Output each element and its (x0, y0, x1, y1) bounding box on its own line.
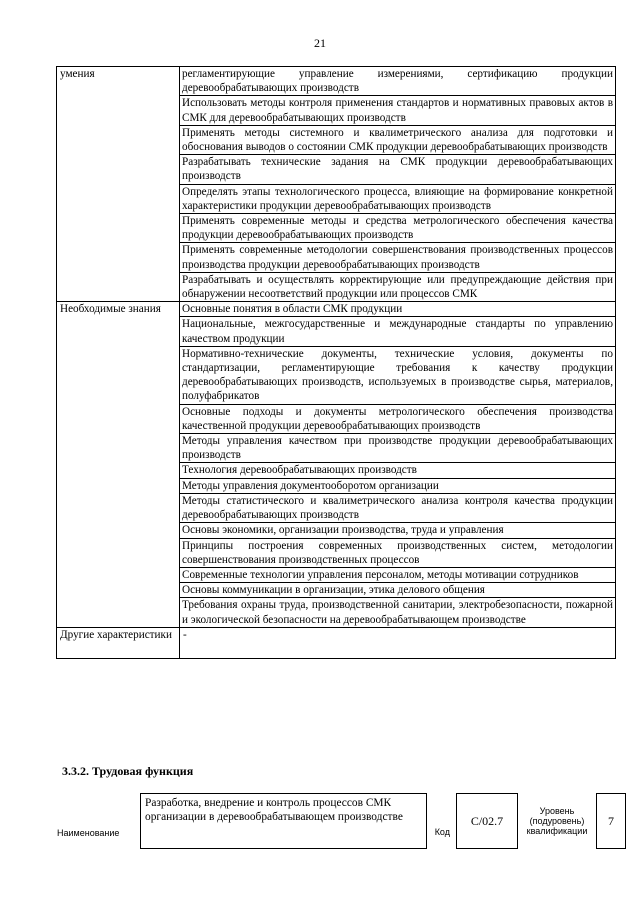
list-item: Нормативно-технические документы, технические условия, документы по стандартизации, регламентирующие требования к качеству продукции деревообрабатывающих производств, используемых в производстве сырья, материалов, полуфабрикатов (180, 347, 615, 405)
name-label: Наименование (57, 827, 120, 838)
list-item: Основы коммуникации в организации, этика делового общения (180, 583, 615, 598)
list-item: Разрабатывать технические задания на СМК продукции деревообрабатывающих производств (180, 155, 615, 184)
list-item: Основные подходы и документы метрологического обеспечения производства качественной продукции деревообрабатывающих производств (180, 405, 615, 434)
other-value: - (180, 627, 616, 658)
list-item: Методы статистического и квалиметрического анализа контроля качества продукции деревообрабатывающих производств (180, 494, 615, 523)
list-item: Методы управления качеством при производстве продукции деревообрабатывающих производств (180, 434, 615, 463)
level-value: 7 (597, 794, 626, 849)
list-item: регламентирующие управление измерениями, сертификацию продукции деревообрабатывающих производств (180, 67, 615, 96)
labor-function-table (56, 793, 626, 849)
knowledge-list (180, 302, 616, 627)
skills-row (57, 67, 616, 302)
list-item: Технология деревообрабатывающих производств (180, 463, 615, 478)
section-title: 3.3.2. Трудовая функция (62, 764, 194, 778)
skills-list (180, 67, 616, 302)
list-item: Требования охраны труда, производственной санитарии, электробезопасности, пожарной и экологической безопасности на деревообрабатывающем производстве (182, 599, 613, 626)
name-value: Разработка, внедрение и контроль процессов СМК организации в деревообрабатывающем производстве (141, 794, 427, 849)
skills-label: умения (57, 67, 180, 302)
list-item: Принципы построения современных производственных систем, методологии совершенствования производственных процессов (180, 539, 615, 568)
list-item: Основные понятия в области СМК продукции (180, 302, 615, 317)
requirements-table (56, 66, 616, 659)
list-item: Современные технологии управления персоналом, методы мотивации сотрудников (180, 568, 615, 583)
code-label: Код (434, 826, 450, 837)
level-label: Уровень (подуровень) квалификации (526, 806, 588, 836)
list-item: Основы экономики, организации производства, труда и управления (180, 523, 615, 538)
list-item: Применять современные методы и средства метрологического обеспечения качества продукции деревообрабатывающих производств (180, 214, 615, 243)
code-value: C/02.7 (457, 794, 518, 849)
list-item: Национальные, межгосударственные и международные стандарты по управлению качеством продукции (180, 317, 615, 346)
other-label: Другие характеристики (57, 627, 180, 658)
other-row (57, 627, 616, 658)
list-item: Методы управления документооборотом организации (180, 479, 615, 494)
page-number: 21 (314, 36, 326, 50)
list-item: Разрабатывать и осуществлять корректирующие или предупреждающие действия при обнаружении несоответствий продукции или процессов СМК (182, 273, 613, 301)
list-item: Применять современные методологии совершенствования производственных процессов производства продукции деревообрабатывающих производств (180, 243, 615, 272)
knowledge-row (57, 302, 616, 627)
list-item: Применять методы системного и квалиметрического анализа для подготовки и обоснования выводов о состоянии СМК продукции деревообрабатывающих производств (180, 126, 615, 155)
knowledge-label: Необходимые знания (57, 302, 180, 627)
list-item: Определять этапы технологического процесса, влияющие на формирование конкретной характеристики продукции деревообрабатывающих производств (180, 185, 615, 214)
list-item: Использовать методы контроля применения стандартов и нормативных правовых актов в СМК для деревообрабатывающих производств (180, 96, 615, 125)
